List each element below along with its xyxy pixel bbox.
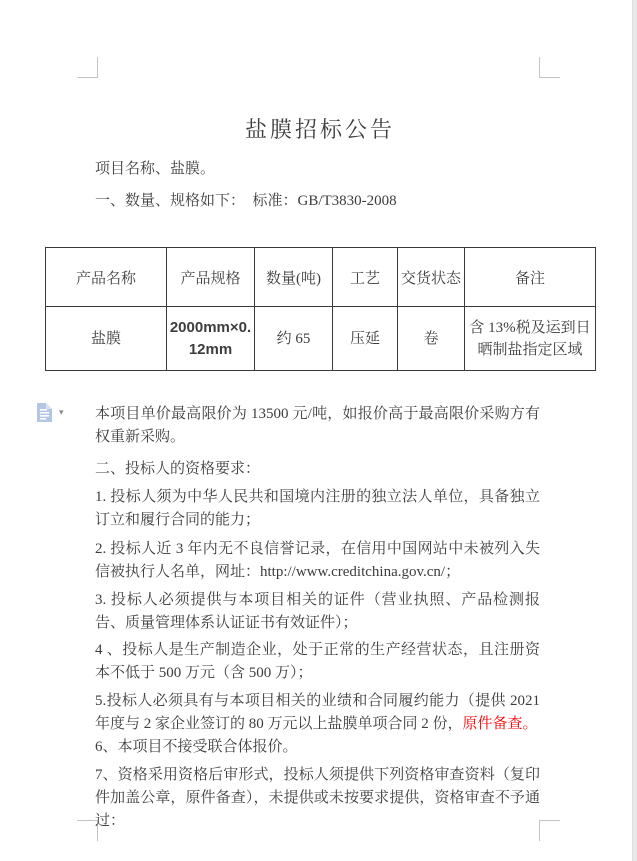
scrollbar[interactable] xyxy=(632,0,637,861)
table-row xyxy=(46,307,596,371)
chevron-down-icon[interactable]: ▾ xyxy=(59,407,64,417)
cell-delivery-state: 卷 xyxy=(398,307,465,371)
page-title: 盐膜招标公告 xyxy=(244,117,395,142)
col-header-product-spec: 产品规格 xyxy=(167,248,255,307)
col-header-quantity: 数量(吨) xyxy=(255,248,333,307)
project-name-line: 项目名称、盐膜。 xyxy=(95,161,216,177)
item5-text: 5.投标人必须具有与本项目相关的业绩和合同履约能力（提供 2021 年度与 2 家企业签订的 80 万元以上盐膜单项合同 2 份， xyxy=(95,693,540,732)
qualification-item-4: 4 、投标人是生产制造企业，处于正常的生产经营状态，且注册资本不低于 500 万元（含 500 万）； xyxy=(95,642,540,681)
cell-remark: 含 13%税及运到日晒制盐指定区域 xyxy=(465,307,596,371)
margin-crop-mark-top-right xyxy=(539,57,560,78)
quantity-spec-line: 一、数量、规格如下： 标准：GB/T3830-2008 xyxy=(95,193,397,209)
col-header-remark: 备注 xyxy=(465,248,596,307)
product-table xyxy=(45,247,596,371)
col-header-process: 工艺 xyxy=(333,248,398,307)
margin-crop-mark-top-left xyxy=(77,57,98,78)
qualification-item-7: 7、资格采用资格后审形式，投标人须提供下列资格审查资料（复印件加盖公章，原件备查），未提供或未按要求提供，资格审查不予通过： xyxy=(95,767,540,829)
qualification-item-2: 2. 投标人近 3 年内无不良信誉记录，在信用中国网站中未被列入失信被执行人名单，网址：http://www.creditchina.gov.cn/； xyxy=(95,541,540,580)
cell-quantity: 约 65 xyxy=(255,307,333,371)
qualification-item-5 xyxy=(95,690,540,736)
col-header-product-name: 产品名称 xyxy=(46,248,167,307)
qualification-item-6: 6、本项目不接受联合体报价。 xyxy=(95,739,298,755)
qualification-item-1: 1. 投标人须为中华人民共和国境内注册的独立法人单位，具备独立订立和履行合同的能力； xyxy=(95,489,540,528)
cell-product-name: 盐膜 xyxy=(46,307,167,371)
document-content xyxy=(45,116,595,833)
cell-product-spec: 2000mm×0.12mm xyxy=(167,307,255,371)
price-limit-paragraph: 本项目单价最高限价为 13500 元/吨，如报价高于最高限价采购方有权重新采购。 xyxy=(95,406,540,445)
cell-process: 压延 xyxy=(333,307,398,371)
table-header-row xyxy=(46,248,596,307)
qualification-item-3: 3. 投标人必须提供与本项目相关的证件（营业执照、产品检测报告、质量管理体系认证证书有效证件）； xyxy=(95,592,540,631)
col-header-delivery-state: 交货状态 xyxy=(398,248,465,307)
item5-red-note: 原件备查。 xyxy=(462,716,538,732)
section2-heading: 二、投标人的资格要求： xyxy=(95,461,261,477)
